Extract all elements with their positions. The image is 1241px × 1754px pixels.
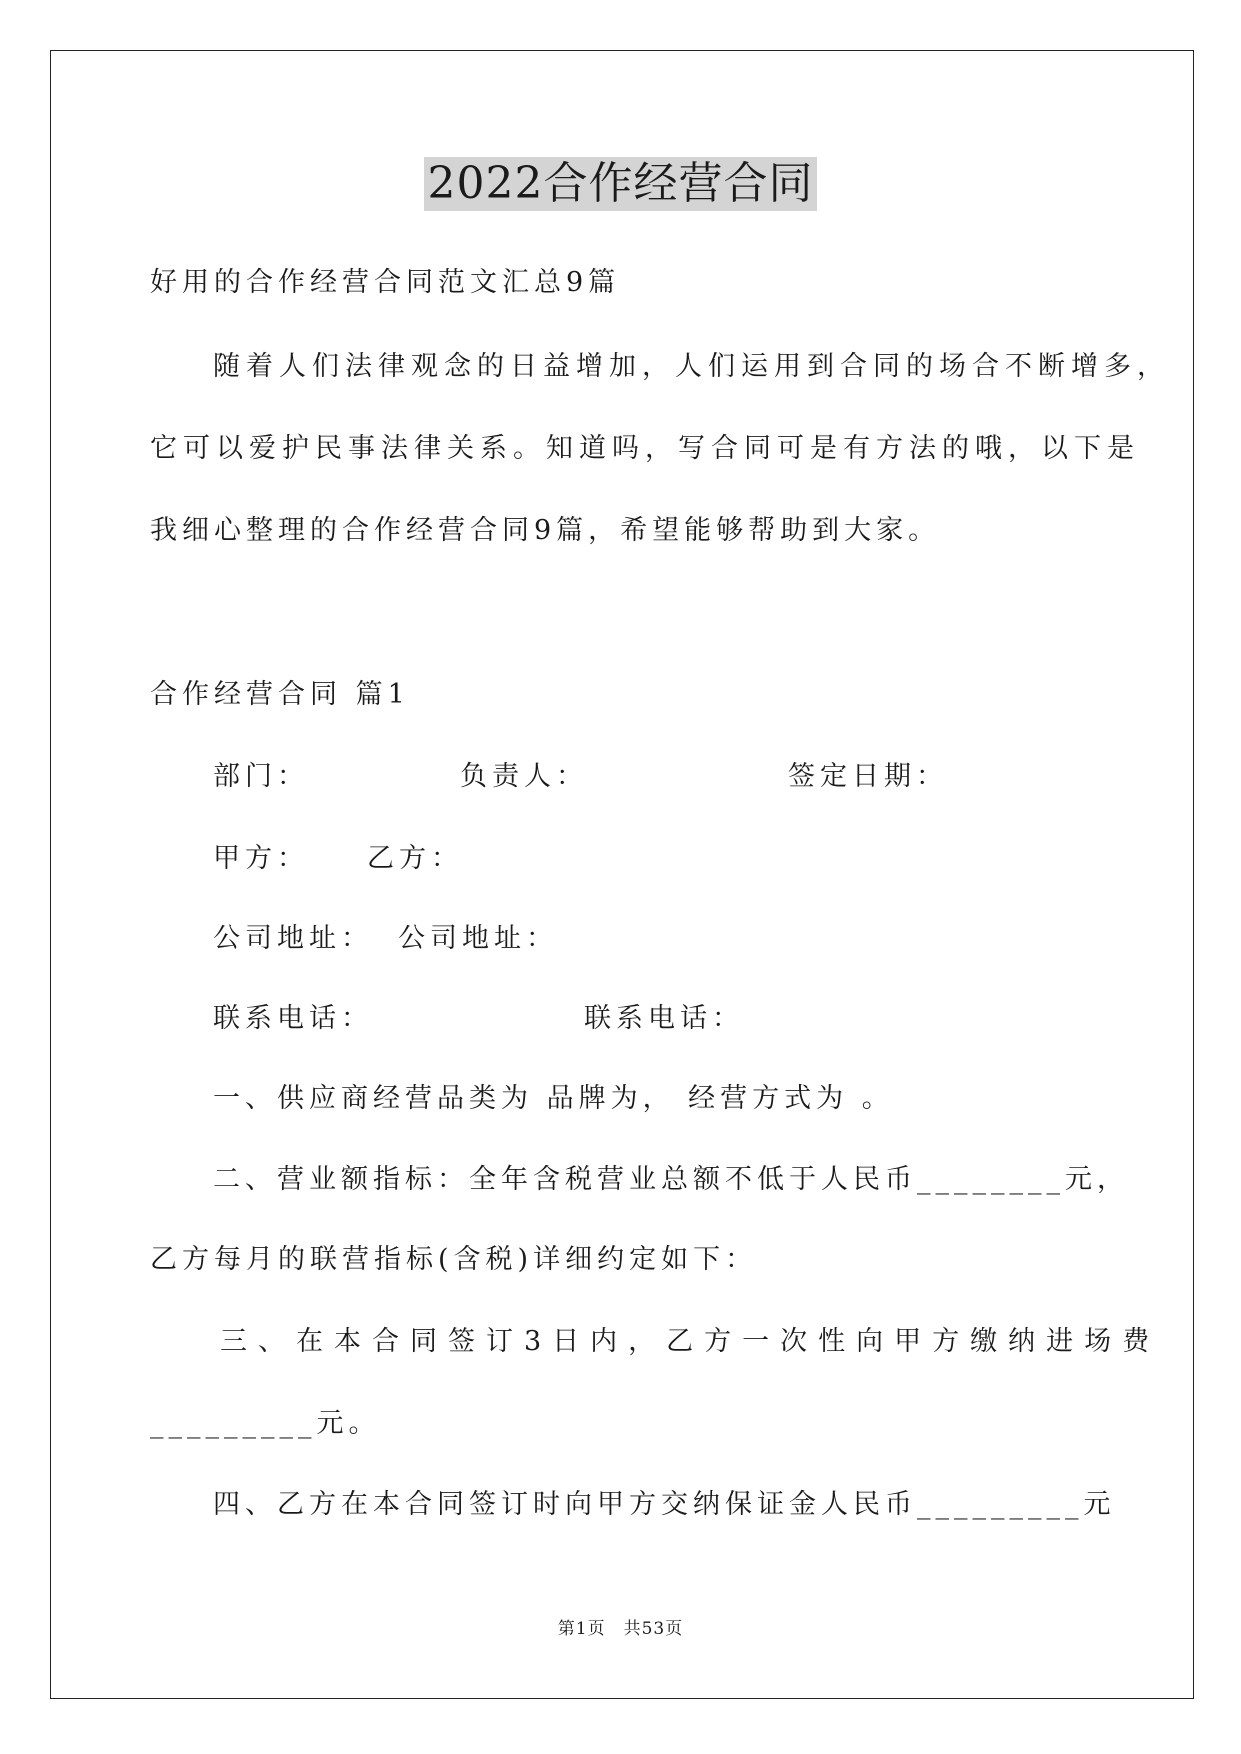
party-a-label: 甲方：: [213, 843, 309, 874]
title-container: [0, 157, 1241, 211]
section-heading: 合作经营合同 篇1: [150, 679, 410, 710]
page-number: 第1页: [557, 1619, 606, 1639]
clause-3-line-1: 三、在本合同签订3日内，乙方一次性向甲方缴纳进场费: [220, 1326, 1161, 1357]
clause-1: 一、供应商经营品类为 品牌为， 经营方式为 。: [213, 1083, 894, 1114]
phone-b-label: 联系电话：: [584, 1003, 744, 1034]
clause-4-line-1: 四、乙方在本合同签订时向甲方交纳保证金人民币_________元: [213, 1489, 1116, 1520]
clause-2-line-2: 乙方每月的联营指标(含税)详细约定如下：: [150, 1244, 758, 1275]
dept-label: 部门：: [213, 761, 309, 792]
clause-3-line-2: _________元。: [150, 1408, 381, 1439]
phone-a-label: 联系电话：: [213, 1003, 373, 1034]
page-footer: [0, 1619, 1241, 1639]
intro-line-1: 随着人们法律观念的日益增加，人们运用到合同的场合不断增多，: [213, 351, 1170, 382]
clause-2-line-1: 二、营业额指标：全年含税营业总额不低于人民币________元，: [213, 1164, 1129, 1195]
page-total: 共53页: [623, 1619, 684, 1639]
subtitle: 好用的合作经营合同范文汇总9篇: [150, 267, 621, 298]
intro-line-2: 它可以爱护民事法律关系。知道吗，写合同可是有方法的哦，以下是: [150, 433, 1140, 464]
owner-label: 负责人：: [460, 761, 588, 792]
document-title: 2022合作经营合同: [424, 157, 818, 211]
intro-line-3: 我细心整理的合作经营合同9篇，希望能够帮助到大家。: [150, 515, 941, 546]
sign-date-label: 签定日期：: [788, 761, 948, 792]
address-a-label: 公司地址：: [213, 923, 373, 954]
party-b-label: 乙方：: [367, 843, 463, 874]
address-b-label: 公司地址：: [398, 923, 558, 954]
